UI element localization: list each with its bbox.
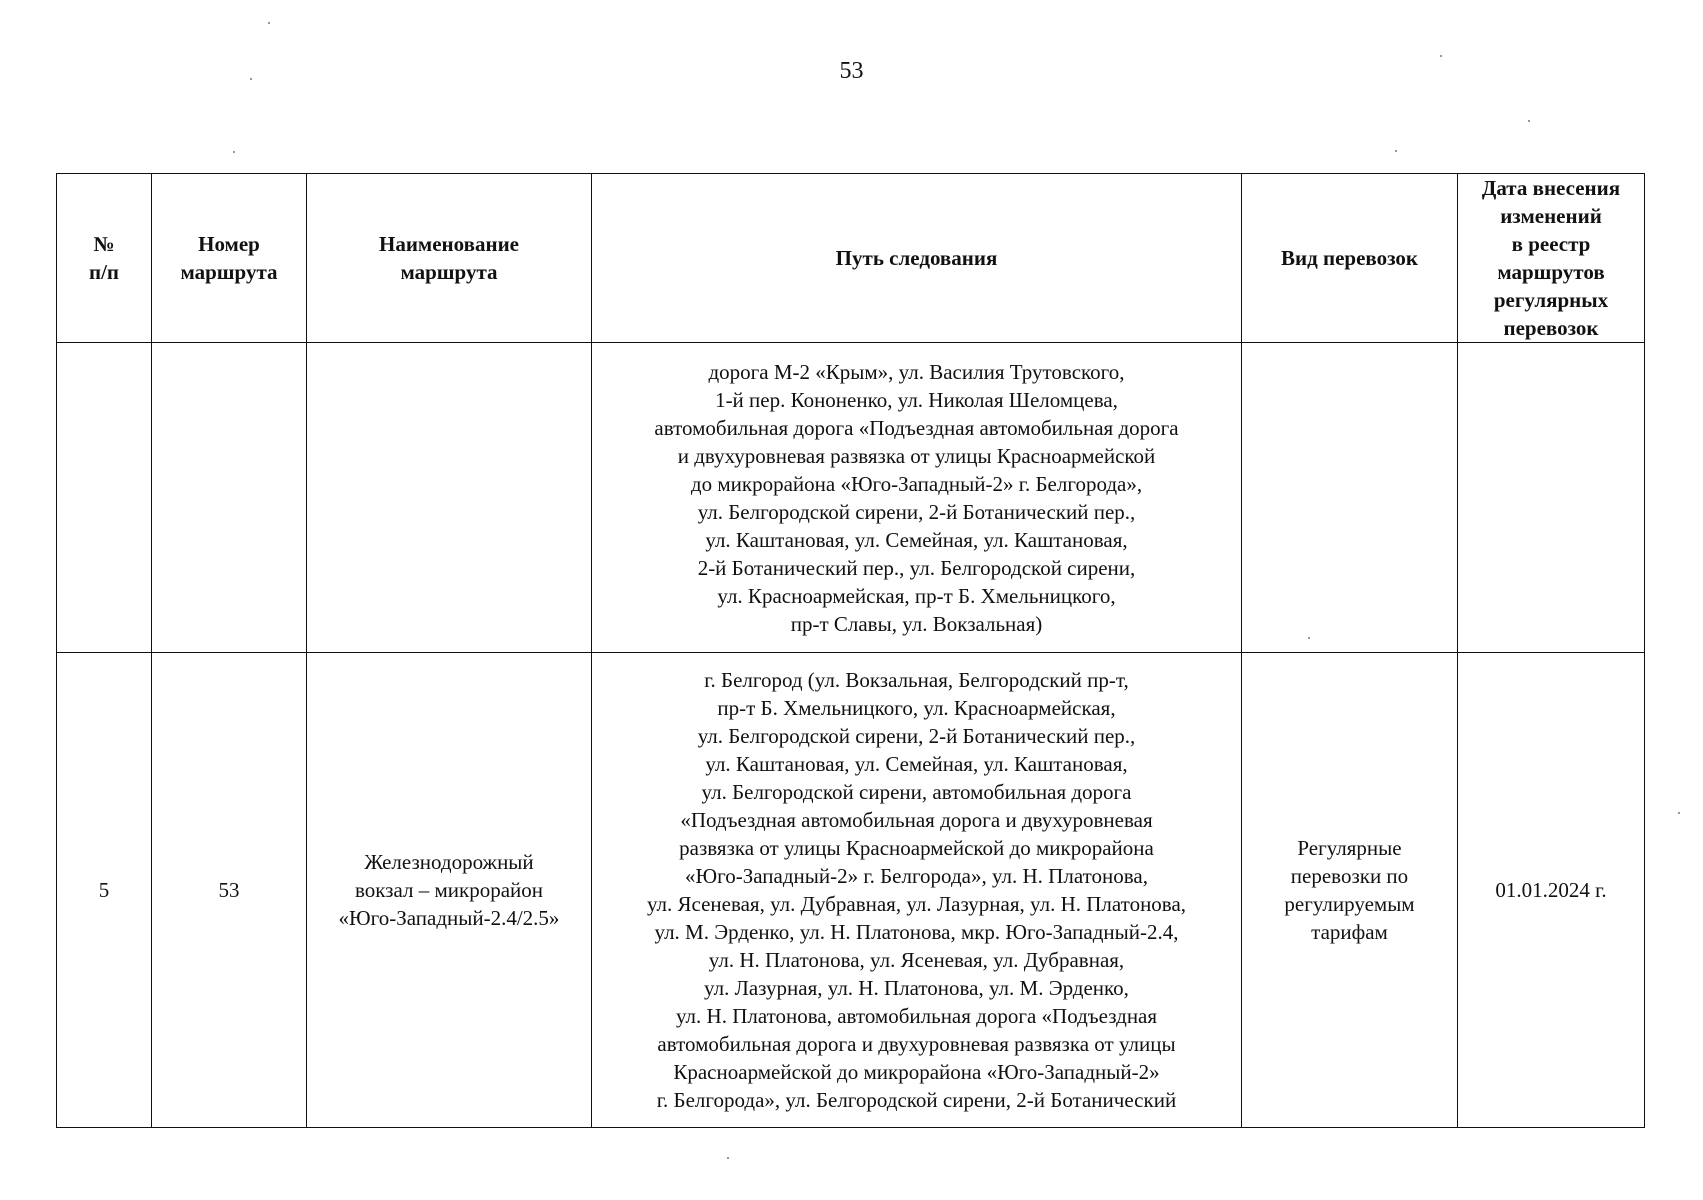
path-line: и двухуровневая развязка от улицы Красноармейской (677, 443, 1156, 468)
header-transport-type-line-1: Вид перевозок (1280, 246, 1418, 270)
cell-route-name (307, 653, 592, 1128)
transport-type-line: Регулярные (1297, 836, 1402, 860)
path-line: автомобильная дорога и двухуровневая развязка от улицы (657, 1032, 1176, 1056)
path-line: г. Белгорода», ул. Белгородской сирени, 2-й Ботанический (656, 1088, 1177, 1112)
path-line: 2-й Ботанический пер., ул. Белгородской сирени, (697, 555, 1136, 580)
path-line: ул. Ясеневая, ул. Дубравная, ул. Лазурная, ул. Н. Платонова, (646, 892, 1187, 916)
cell-empty-date (1458, 343, 1645, 653)
scan-speck (1528, 120, 1530, 122)
scan-speck (727, 1157, 729, 1159)
path-line: ул. Каштановая, ул. Семейная, ул. Каштановая, (705, 752, 1128, 776)
path-line: «Юго-Западный-2» г. Белгорода», ул. Н. Платонова, (685, 864, 1148, 888)
header-route-number (152, 174, 307, 343)
path-line: ул. М. Эрденко, ул. Н. Платонова, мкр. Юго-Западный-2.4, (654, 920, 1179, 944)
header-change-date-line-5: регулярных (1493, 288, 1609, 312)
header-route-number-line-2: маршрута (180, 260, 278, 284)
path-line: пр-т Б. Хмельницкого, ул. Красноармейская, (717, 696, 1116, 720)
header-transport-type (1242, 174, 1458, 343)
cell-route-index: 5 (57, 653, 152, 1128)
transport-type-line: тарифам (1311, 920, 1388, 944)
route-name-line: вокзал – микрорайон (354, 878, 543, 902)
header-route-name-line-2: маршрута (400, 260, 498, 284)
cell-continuation-path (592, 343, 1242, 653)
scan-speck (250, 78, 252, 80)
path-line: «Подъездная автомобильная дорога и двухуровневая (680, 808, 1153, 832)
path-line: ул. Н. Платонова, автомобильная дорога «Подъездная (675, 1004, 1158, 1028)
header-route-name-line-1: Наименование (379, 232, 519, 256)
path-line: Красноармейской до микрорайона «Юго-Западный-2» (673, 1060, 1160, 1084)
header-index-line-2: п/п (88, 260, 120, 284)
route-name-line: «Юго-Западный-2.4/2.5» (338, 906, 560, 930)
path-line: ул. Белгородской сирени, 2-й Ботанический пер., (697, 724, 1136, 748)
header-change-date-line-2: изменений (1500, 204, 1602, 228)
routes-table (56, 173, 1645, 1128)
header-path (592, 174, 1242, 343)
header-change-date-line-3: в реестр (1511, 232, 1591, 256)
header-index (57, 174, 152, 343)
header-change-date (1458, 174, 1645, 343)
header-change-date-line-4: маршрутов (1497, 260, 1605, 284)
header-route-name (307, 174, 592, 343)
scan-speck (233, 151, 235, 153)
path-line: развязка от улицы Красноармейской до микрорайона (679, 836, 1154, 860)
path-line: до микрорайона «Юго-Западный-2» г. Белгорода», (690, 471, 1143, 496)
path-line: пр-т Славы, ул. Вокзальная) (790, 611, 1043, 636)
path-line: ул. Каштановая, ул. Семейная, ул. Каштановая, (705, 527, 1128, 552)
page-number: 53 (839, 58, 864, 84)
route-name-line: Железнодорожный (364, 850, 534, 874)
cell-empty-name (307, 343, 592, 653)
path-line: ул. Лазурная, ул. Н. Платонова, ул. М. Эрденко, (704, 976, 1129, 1000)
header-index-line-1: № (93, 232, 115, 256)
header-change-date-line-1: Дата внесения (1481, 176, 1621, 200)
cell-route-date: 01.01.2024 г. (1458, 653, 1645, 1128)
path-line: ул. Н. Платонова, ул. Ясеневая, ул. Дубравная, (708, 948, 1125, 972)
path-line: ул. Красноармейская, пр-т Б. Хмельницкого, (717, 583, 1116, 608)
header-path-line-1: Путь следования (835, 246, 998, 270)
path-line: автомобильная дорога «Подъездная автомобильная дорога (654, 415, 1179, 440)
scan-speck (1395, 150, 1397, 152)
scan-speck (1308, 637, 1310, 639)
header-route-number-line-1: Номер (198, 232, 260, 256)
cell-empty-number (152, 343, 307, 653)
path-line: ул. Белгородской сирени, автомобильная дорога (701, 780, 1132, 804)
cell-empty-index (57, 343, 152, 653)
scan-speck (1678, 812, 1680, 814)
table-row-route-5 (57, 653, 1645, 1128)
table-header-row (57, 174, 1645, 343)
cell-route-number: 53 (152, 653, 307, 1128)
cell-empty-type (1242, 343, 1458, 653)
cell-route-transport-type (1242, 653, 1458, 1128)
path-line: г. Белгород (ул. Вокзальная, Белгородский пр-т, (704, 668, 1129, 692)
scan-speck (268, 22, 270, 24)
path-line: 1-й пер. Кононенко, ул. Николая Шеломцева, (715, 387, 1118, 412)
table-row-continuation (57, 343, 1645, 653)
path-line: ул. Белгородской сирени, 2-й Ботанический пер., (697, 499, 1136, 524)
transport-type-line: регулируемым (1284, 892, 1415, 916)
cell-route-path (592, 653, 1242, 1128)
path-line: дорога М-2 «Крым», ул. Василия Трутовского, (708, 359, 1125, 384)
transport-type-line: перевозки по (1290, 864, 1409, 888)
header-change-date-line-6: перевозок (1503, 316, 1599, 340)
scan-speck (1440, 55, 1442, 57)
